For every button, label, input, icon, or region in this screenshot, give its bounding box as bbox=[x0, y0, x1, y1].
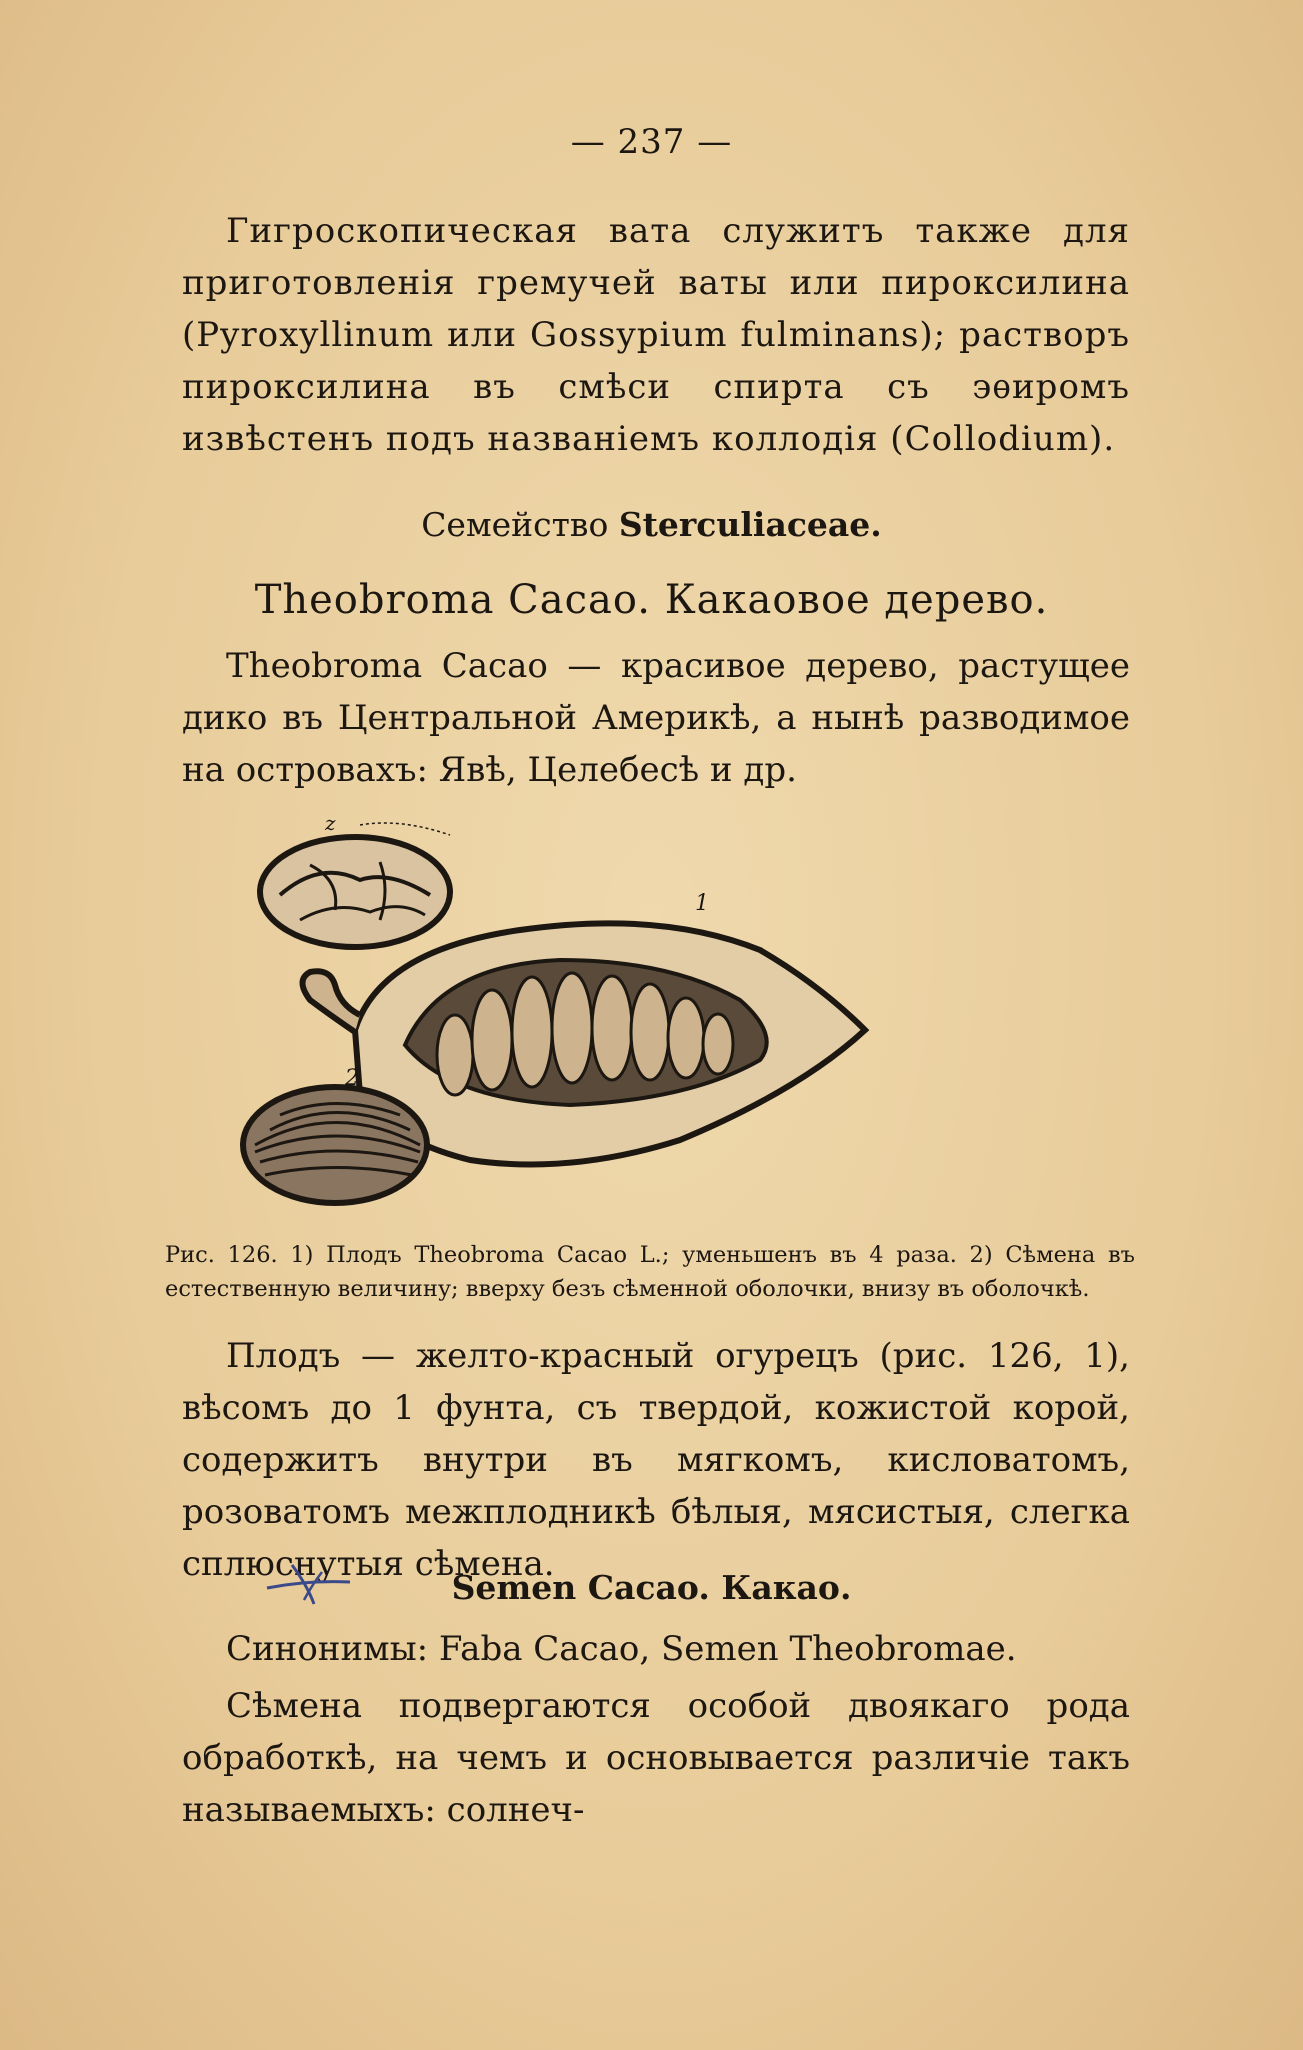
family-heading-prefix: Семейство bbox=[421, 505, 609, 544]
seed-with-coat-drawing bbox=[243, 1087, 427, 1203]
species-heading: Theobroma Cacao. Какаовое дерево. bbox=[254, 577, 1049, 623]
family-heading-name: Sterculiaceae. bbox=[618, 505, 882, 544]
page-number: — 237 — bbox=[570, 122, 733, 162]
fruit-paragraph: Плодъ — желто-красный огурецъ (рис. 126, 1), вѣсомъ до 1 фунта, съ твердой, кожистой корой, содержитъ внутри въ мягкомъ, кисловатомъ, розоватомъ межплодникѣ бѣлыя, мясистыя, слегка сплюснутыя сѣмена. bbox=[182, 1336, 1130, 1584]
synonyms-block bbox=[182, 1623, 1130, 1675]
figure-label-z: z bbox=[325, 811, 336, 835]
figure-label-1: 1 bbox=[695, 891, 709, 916]
intro-paragraph: Гигроскопическая вата служитъ также для приготовленія гремучей ваты или пироксилина (Pyroxyllinum или Gossypium fulminans); растворъ пироксилина въ смѣси спирта съ эѳиромъ извѣстенъ подъ названіемъ коллодія (Collodium). bbox=[182, 211, 1130, 459]
figure-label-2: 2 bbox=[345, 1066, 359, 1091]
semen-heading bbox=[0, 1568, 1303, 1607]
cacao-figure bbox=[240, 800, 1020, 1230]
species-paragraph: Theobroma Cacao — красивое дерево, растущее дико въ Центральной Америкѣ, а нынѣ разводимое на островахъ: Явѣ, Целебесѣ и др. bbox=[182, 646, 1130, 790]
fruit-text-block bbox=[182, 1330, 1130, 1590]
synonyms-line: Синонимы: Faba Cacao, Semen Theobromae. bbox=[226, 1629, 1017, 1669]
seed-without-coat-drawing bbox=[260, 837, 450, 947]
family-heading bbox=[0, 505, 1303, 544]
last-text-block bbox=[182, 1680, 1130, 1836]
last-paragraph: Сѣмена подвергаются особой двоякаго рода обработкѣ, на чемъ и основывается различіе такъ называемыхъ: солнеч- bbox=[182, 1686, 1130, 1830]
semen-heading-text: Semen Cacao. Какао. bbox=[451, 1568, 852, 1607]
species-text-block bbox=[182, 640, 1130, 796]
intro-text-block bbox=[182, 205, 1130, 465]
figure-caption: Рис. 126. 1) Плодъ Theobroma Cacao L.; уменьшенъ въ 4 раза. 2) Сѣмена въ естественную величину; вверху безъ сѣменной оболочки, внизу въ оболочкѣ. bbox=[165, 1242, 1135, 1302]
